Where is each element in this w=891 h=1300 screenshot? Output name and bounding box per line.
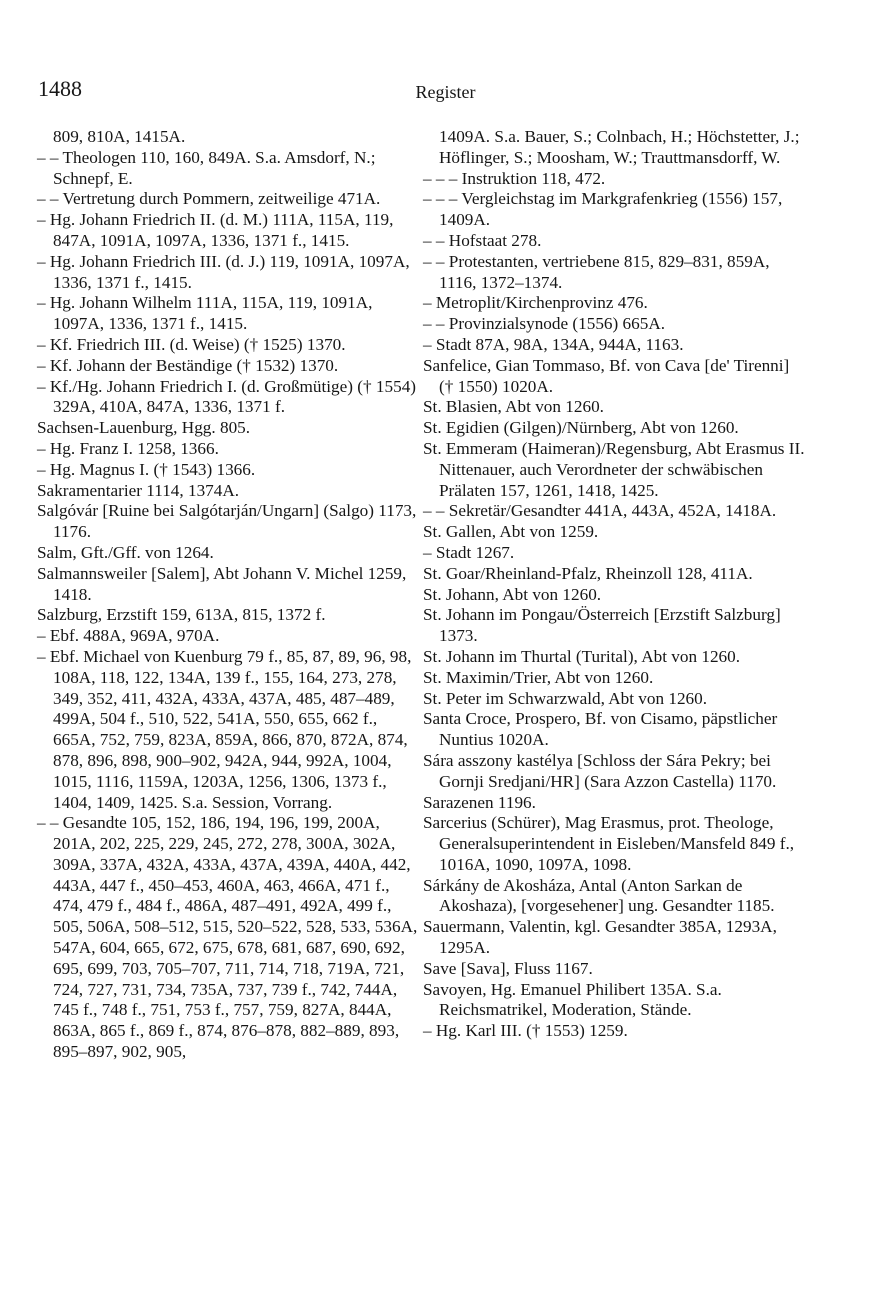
index-entry: Sakramentarier 1114, 1374A. bbox=[37, 480, 240, 500]
index-entry: – Stadt 87A, 98A, 134A, 944A, 1163. bbox=[423, 334, 684, 354]
index-entry: – – – Instruktion 118, 472. bbox=[423, 168, 606, 188]
index-entry: – – Theologen 110, 160, 849A. S.a. Amsdorf, N.; Schnepf, E. bbox=[37, 147, 376, 188]
index-entry: – Hg. Karl III. († 1553) 1259. bbox=[423, 1021, 628, 1041]
index-entry: – Kf. Johann der Beständige († 1532) 1370. bbox=[37, 355, 339, 375]
page-number: 1488 bbox=[38, 76, 82, 101]
index-entry: St. Johann im Pongau/Österreich [Erzstift Salzburg] 1373. bbox=[423, 605, 781, 646]
index-entry: St. Goar/Rheinland-Pfalz, Rheinzoll 128, 411A. bbox=[423, 563, 753, 583]
index-entry: – Ebf. 488A, 969A, 970A. bbox=[37, 626, 220, 646]
index-entry: – Ebf. Michael von Kuenburg 79 f., 85, 87, 89, 96, 98, 108A, 118, 122, 134A, 139 f., 155, 164, 273, 278, 349, 352, 411, 432A, 433A, 437A, 485, 487–489, 499A, 504 f., 510, 522, 541A, 550, 655, 662 f., 665A, 752, 759, 823A, 859A, 866, 870, 872A, 874, 878, 896, 898, 900–902, 942A, 944, 992A, 1004, 1015, 1116, 1159A, 1203A, 1256, 1306, 1373 f., 1404, 1409, 1425. S.a. Session, Vorrang. bbox=[37, 646, 412, 812]
index-entry: – – – Vergleichstag im Markgrafenkrieg (1556) 157, 1409A. bbox=[423, 189, 783, 230]
index-entry: St. Blasien, Abt von 1260. bbox=[423, 397, 604, 417]
index-entry: – Kf. Friedrich III. (d. Weise) († 1525) 1370. bbox=[37, 334, 346, 354]
index-entry: Santa Croce, Prospero, Bf. von Cisamo, päpstlicher Nuntius 1020A. bbox=[423, 709, 778, 750]
index-entry: St. Johann im Thurtal (Turital), Abt von 1260. bbox=[423, 646, 741, 666]
index-entry: Sarcerius (Schürer), Mag Erasmus, prot. Theologe, Generalsuperintendent in Eisleben/Mansfeld 849 f., 1016A, 1090, 1097A, 1098. bbox=[423, 813, 795, 874]
index-entry: Sanfelice, Gian Tommaso, Bf. von Cava [de' Tirenni] († 1550) 1020A. bbox=[423, 355, 790, 396]
index-entry: St. Gallen, Abt von 1259. bbox=[423, 522, 599, 542]
index-entry: – – Gesandte 105, 152, 186, 194, 196, 199, 200A, 201A, 202, 225, 229, 245, 272, 278, 300A, 302A, 309A, 337A, 432A, 433A, 437A, 439A, 440A, 442, 443A, 447 f., 450–453, 460A, 463, 466A, 471 f., 474, 479 f., 484 f., 486A, 487–491, 492A, 499 f., 505, 506A, 508–512, 515, 520–522, 528, 533, 536A, 547A, 604, 665, 672, 675, 678, 681, 687, 690, 692, 695, 699, 703, 705–707, 711, 714, 718, 719A, 721, 724, 727, 731, 734, 735A, 737, 739 f., 742, 744A, 745 f., 748 f., 751, 753 f., 757, 759, 827A, 844A, 863A, 865 f., 869 f., 874, 876–878, 882–889, 893, 895–897, 902, 905, bbox=[37, 813, 418, 1062]
index-entry: Salm, Gft./Gff. von 1264. bbox=[37, 542, 214, 562]
index-entry: – Stadt 1267. bbox=[423, 542, 515, 562]
index-entry: – Hg. Franz I. 1258, 1366. bbox=[37, 438, 219, 458]
index-entry: – Hg. Johann Wilhelm 111A, 115A, 119, 1091A, 1097A, 1336, 1371 f., 1415. bbox=[37, 293, 373, 334]
index-entry: Salzburg, Erzstift 159, 613A, 815, 1372 f. bbox=[37, 605, 326, 625]
index-entry: – – Protestanten, vertriebene 815, 829–831, 859A, 1116, 1372–1374. bbox=[423, 251, 770, 292]
index-entry: Salmannsweiler [Salem], Abt Johann V. Michel 1259, 1418. bbox=[37, 563, 407, 604]
index-entry: Sachsen-Lauenburg, Hgg. 805. bbox=[37, 418, 251, 438]
index-column-right bbox=[423, 127, 805, 1042]
index-entry: St. Emmeram (Haimeran)/Regensburg, Abt Erasmus II. Nittenauer, auch Verordneter der schwäbischen Prälaten 157, 1261, 1418, 1425. bbox=[423, 438, 805, 500]
index-entry: – Kf./Hg. Johann Friedrich I. (d. Großmütige) († 1554) 329A, 410A, 847A, 1336, 1371 f. bbox=[37, 376, 417, 417]
index-column-left bbox=[37, 127, 419, 1063]
index-entry: – – Hofstaat 278. bbox=[423, 230, 542, 250]
index-entry: 809, 810A, 1415A. bbox=[53, 127, 186, 146]
index-entry: Sára asszony kastélya [Schloss der Sára Pekry; bei Gornji Sredjani/HR] (Sara Azzon Castella) 1170. bbox=[423, 750, 777, 791]
index-entry: – Metroplit/Kirchenprovinz 476. bbox=[423, 293, 648, 313]
index-entry: – Hg. Johann Friedrich II. (d. M.) 111A, 115A, 119, 847A, 1091A, 1097A, 1336, 1371 f., 1415. bbox=[37, 210, 394, 250]
index-entry: St. Peter im Schwarzwald, Abt von 1260. bbox=[423, 688, 708, 708]
index-entry: St. Egidien (Gilgen)/Nürnberg, Abt von 1260. bbox=[423, 418, 739, 438]
index-entry: Salgóvár [Ruine bei Salgótarján/Ungarn] (Salgo) 1173, 1176. bbox=[37, 501, 417, 542]
index-entry: Sárkány de Akosháza, Antal (Anton Sarkan de Akoshaza), [vorgesehener] ung. Gesandter 1185. bbox=[423, 875, 775, 916]
index-entry: – – Provinzialsynode (1556) 665A. bbox=[423, 314, 666, 334]
index-entry: St. Maximin/Trier, Abt von 1260. bbox=[423, 667, 654, 687]
index-entry: 1409A. S.a. Bauer, S.; Colnbach, H.; Höchstetter, J.; Höflinger, S.; Moosham, W.; Trauttmansdorff, W. bbox=[439, 127, 800, 167]
running-head: Register bbox=[415, 82, 476, 102]
index-entry: – Hg. Magnus I. († 1543) 1366. bbox=[37, 459, 256, 479]
index-entry: Sauermann, Valentin, kgl. Gesandter 385A, 1293A, 1295A. bbox=[423, 917, 777, 958]
index-entry: – Hg. Johann Friedrich III. (d. J.) 119, 1091A, 1097A, 1336, 1371 f., 1415. bbox=[37, 251, 410, 292]
index-entry: – – Sekretär/Gesandter 441A, 443A, 452A, 1418A. bbox=[423, 501, 777, 521]
index-entry: Save [Sava], Fluss 1167. bbox=[423, 958, 593, 978]
index-entry: Sarazenen 1196. bbox=[423, 792, 536, 812]
index-entry: – – Vertretung durch Pommern, zeitweilige 471A. bbox=[37, 189, 381, 209]
index-entry: St. Johann, Abt von 1260. bbox=[423, 584, 602, 604]
index-entry: Savoyen, Hg. Emanuel Philibert 135A. S.a. Reichsmatrikel, Moderation, Stände. bbox=[423, 979, 722, 1020]
